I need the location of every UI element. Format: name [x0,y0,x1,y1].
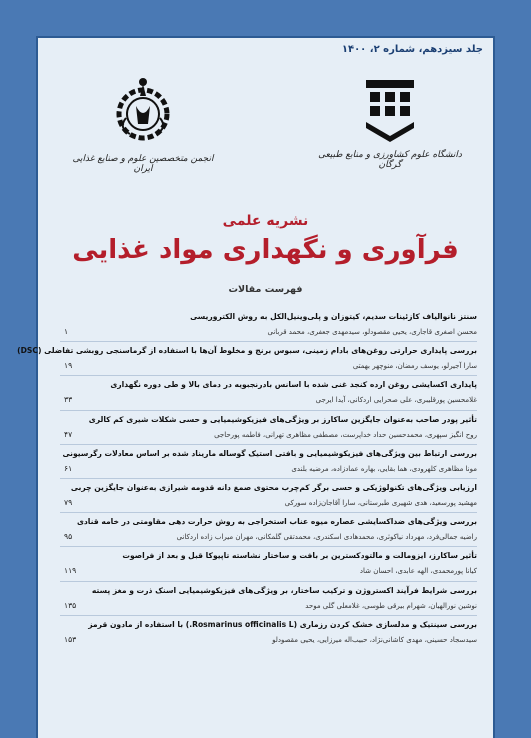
article-authors: غلامحسین پورقلیبری، علی صحرایی اردکانی، آیدا ایرجی [315,396,477,405]
article-authors: سارا آجیرلو، یوسف رمضان، منوچهر بهمتی [352,362,477,371]
volume-issue: جلد سیزدهم، شماره ۲، ۱۴۰۰ [341,44,483,55]
article-title: سنتز نانوالیاف کازئینات سدیم، کیتوزان و پلی‌وینیل‌الکل به روش الکتروریسی [190,312,477,321]
gear-emblem-icon [108,76,178,146]
article-title: پایداری اکسایشی روغن ارده کنجد غنی شده با اسانس بادرنجبویه در دمای بالا و طی دوره نگهداری [110,380,477,390]
journal-title: فرآوری و نگهداری مواد غذایی [72,235,459,265]
article-item [60,547,477,581]
article-title: تأثیر ساکارز، ایزومالت و مالتودکسترین بر بافت و ساختار نشاسته تاپیوکا قبل و بعد از فراصوت [122,551,477,561]
article-title: ارزیابی ویژگی‌های تکنولوژیکی و حسی برگر کم‌چرب محتوی صمغ دانه قدومه شیرازی به‌عنوان جایگزین چربی [70,482,477,492]
article-title: بررسی پایداری حرارتی روغن‌های بادام زمینی، سبوس برنج و مخلوط آن‌ها با استفاده از گرماسنجی روبشی تفاضلی (DSC) [17,346,477,356]
article-item [60,411,477,445]
wheat-emblem-icon [360,76,420,142]
article-authors: سیدسجاد حسینی، مهدی کاشانی‌نژاد، حبیب‌اله میرزایی، یحیی مقصودلو [272,635,477,644]
article-list [17,308,477,650]
article-authors: محسن اصغری قاجاری، یحیی مقصودلو، سیدمهدی جعفری، محمد قربانی [267,328,477,336]
article-page: ۹۵ [64,532,73,542]
article-title: بررسی سینتیک و مدلسازی خشک کردن رزماری (Rosmarinus officinalis L.) با استفاده از مادون قرمز [88,619,477,629]
university-logo [315,76,465,170]
article-title: بررسی شرایط فرآیند اکستروژن و ترکیب ساختار، بر ویژگی‌های فیزیکوشیمیایی اسنک ذرت و مغز پسته [91,585,477,595]
article-item [60,479,477,513]
article-authors: مونا مظاهری کلهرودی، هما بقایی، بهاره عمادزاده، مرضیه بلندی [291,464,477,473]
article-title: تأثیر پودر صاحب به‌عنوان جایگزین ساکارز بر ویژگی‌های فیزیکوشیمیایی و حسی شکلات شیری کم کالری [88,414,477,424]
article-item [17,342,477,376]
article-item [60,616,477,650]
journal-label: نشریه علمی [222,213,309,229]
article-page: ۶۱ [64,463,73,473]
article-page: ۱۳۵ [64,600,77,610]
article-page: ۴۷ [64,429,73,439]
article-page: ۳۳ [64,395,73,405]
association-logo [68,76,218,174]
article-item [60,308,477,342]
article-page: ۱۱۹ [64,566,77,576]
article-authors: راضیه جمالی‌فرد، مهرداد نیاکوثری، محمدهادی اسکندری، محمدتقی گلمکانی، مهران میراب زاده اردکانی [176,533,477,542]
article-authors: مهشید پورسعید، هدی شهیری طبرستانی، سارا آقاجان‌زاده سورکی [284,498,477,507]
contents-heading: فهرست مقالات [228,284,303,295]
article-authors: روح انگیز سپهری، محمدحسین حداد خداپرست، مصطفی مظاهری تهرانی، فاطمه پورحاجی [214,430,477,439]
article-page: ۱۵۳ [64,634,77,644]
article-item [60,513,477,547]
article-item [60,376,477,410]
cover-page [17,36,495,738]
article-item [60,582,477,616]
article-page: ۷۹ [64,497,73,507]
article-authors: کیانا پورمحمدی، الهه عابدی، احسان شاد [359,567,477,576]
article-title: بررسی ویژگی‌های ضداکسایشی عصاره میوه عناب استخراجی به روش حرارت دهی مقاومتی در خامه قنادی [76,517,477,527]
logos-area [38,58,493,208]
article-authors: نوشین نورالهیان، شهرام بیرقی طوسی، غلامعلی گلی موحد [305,601,477,610]
article-item [60,445,477,479]
right-org-name: دانشگاه علوم کشاورزی و منابع طبیعی گرگان [318,150,462,170]
article-title: بررسی ارتباط بین ویژگی‌های فیزیکوشیمیایی و بافتی استیک گوساله ماریناد شده بر اساس معادلات رگرسیونی [62,448,477,458]
article-page: ۱۹ [64,361,73,371]
article-page: ۱ [64,327,69,336]
left-org-name: انجمن متخصصین علوم و صنایع غذایی ایران [72,154,214,174]
